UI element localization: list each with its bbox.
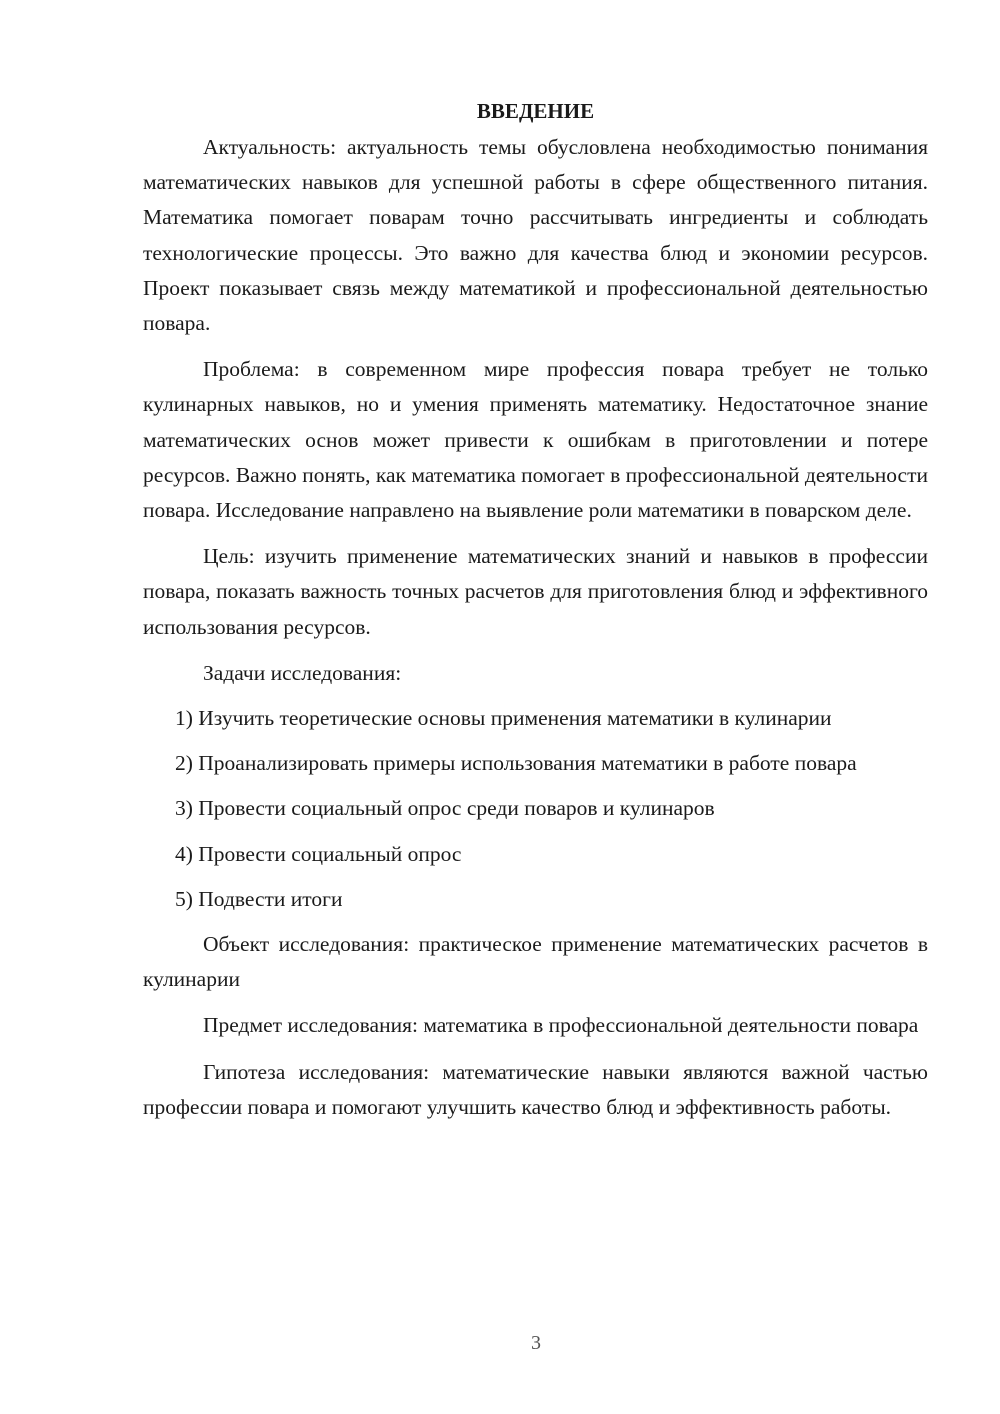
list-item: 4) Провести социальный опрос (175, 841, 462, 866)
list-item: 2) Проанализировать примеры использования математики в работе повара (175, 751, 857, 776)
paragraph-subject: Предмет исследования: математика в профессиональной деятельности повара (203, 1013, 919, 1038)
paragraph-object: Объект исследования: практическое применение математических расчетов в кулинарии (143, 932, 928, 992)
paragraph-goal: Цель: изучить применение математических знаний и навыков в профессии повара, показать важность точных расчетов для приготовления блюд и эффективного использования ресурсов. (143, 544, 928, 639)
tasks-list (143, 701, 928, 917)
page-number: 3 (531, 1332, 541, 1354)
paragraph-problem: Проблема: в современном мире профессия повара требует не только кулинарных навыков, но и умения применять математику. Недостаточное знание математических основ может привести к ошибкам в приготовлении и потере ресурсов. Важно понять, как математика помогает в профессиональной деятельности повара. Исследование направлено на выявление роли математики в поварском деле. (143, 357, 928, 523)
list-item: 3) Провести социальный опрос среди поваров и кулинаров (175, 796, 715, 821)
list-item: 5) Подвести итоги (175, 886, 343, 911)
paragraph-relevance: Актуальность: актуальность темы обусловлена необходимостью понимания математических навыков для успешной работы в сфере общественного питания. Математика помогает поварам точно рассчитывать ингредиенты и соблюдать технологические процессы. Это важно для качества блюд и экономии ресурсов. Проект показывает связь между математикой и профессиональной деятельностью повара. (143, 135, 928, 336)
list-item: 1) Изучить теоретические основы применения математики в кулинарии (175, 706, 832, 731)
paragraph-hypothesis: Гипотеза исследования: математические навыки являются важной частью профессии повара и помогают улучшить качество блюд и эффективность работы. (143, 1059, 928, 1119)
document-title: ВВЕДЕНИЕ (476, 99, 595, 123)
document-page (143, 96, 928, 1125)
tasks-heading: Задачи исследования: (203, 660, 402, 685)
